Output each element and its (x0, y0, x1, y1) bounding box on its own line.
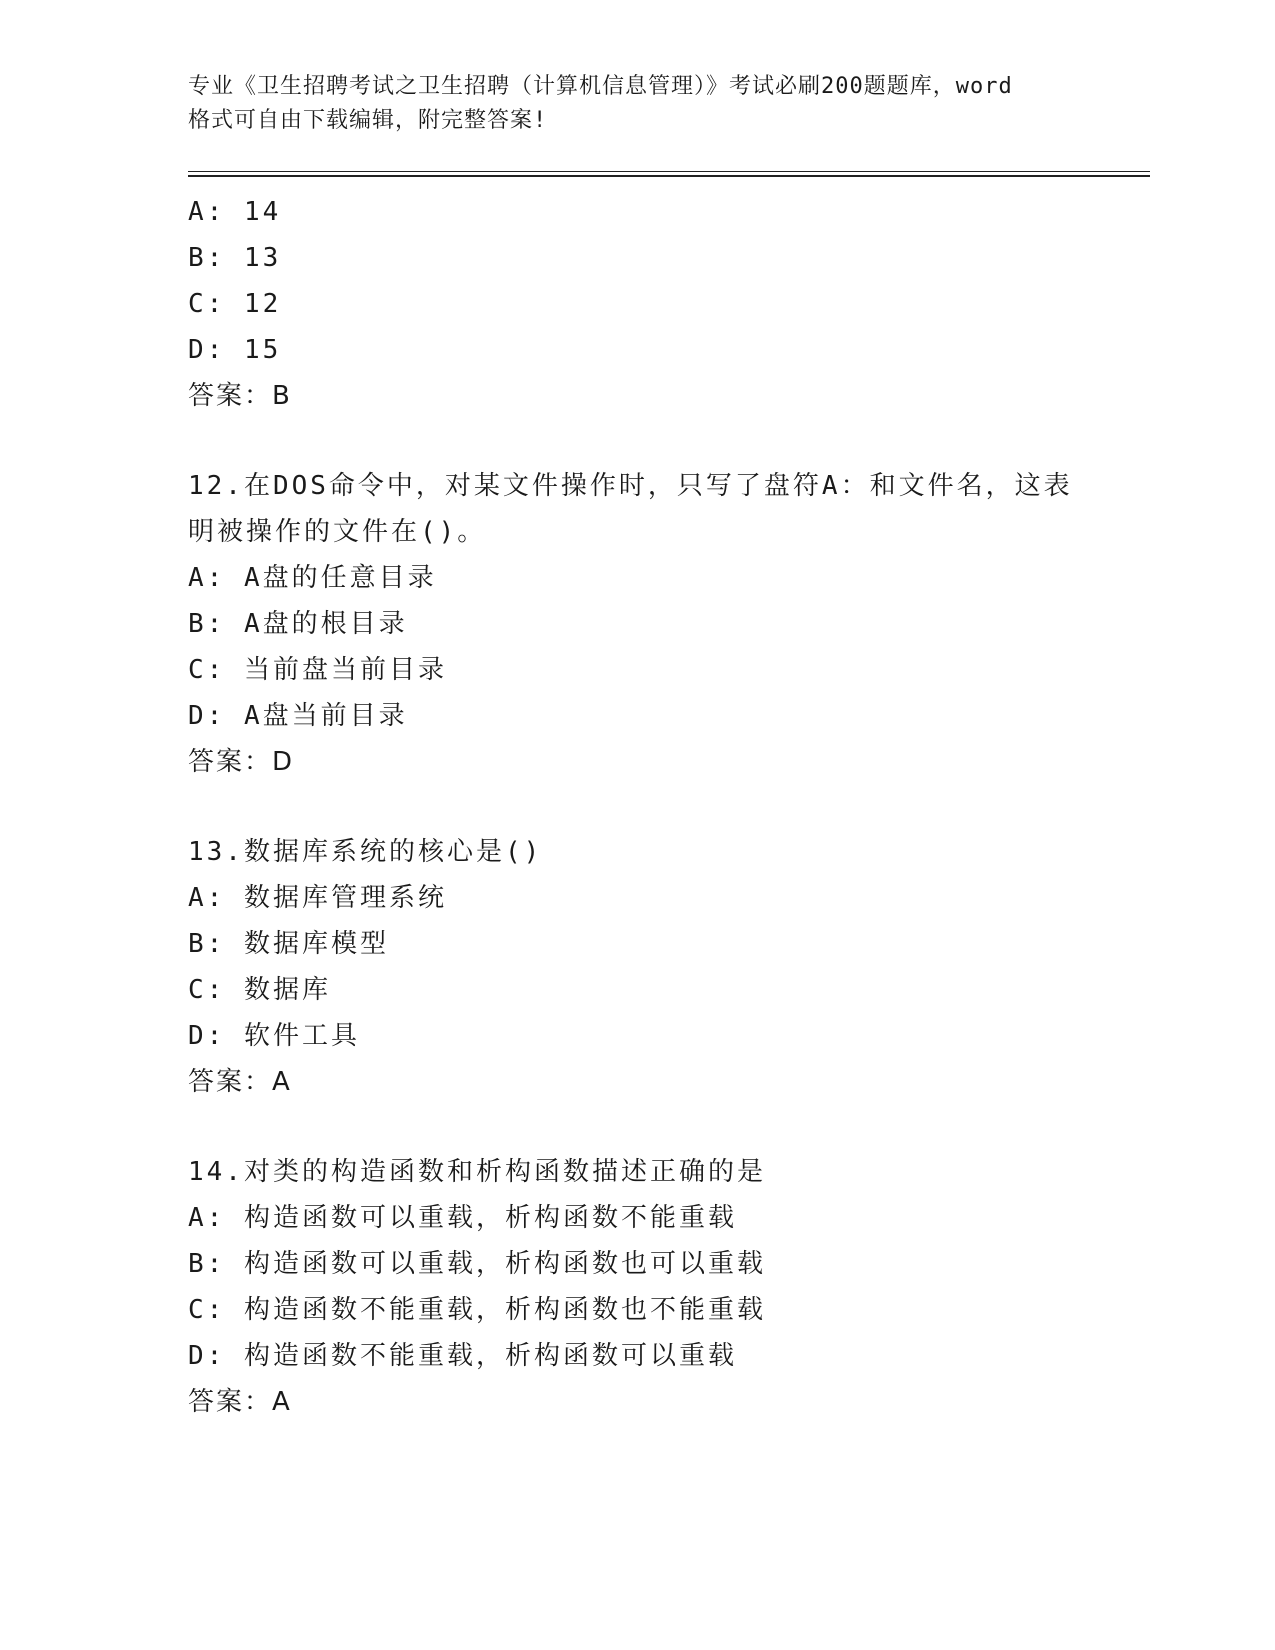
option-b: B: A盘的根目录 (188, 609, 408, 639)
question-13 (188, 829, 1150, 1105)
option-d: D: 15 (188, 335, 282, 365)
option-d: D: 软件工具 (188, 1021, 360, 1051)
header-line-1: 专业《卫生招聘考试之卫生招聘（计算机信息管理）》考试必刷200题题库，word (188, 74, 1013, 99)
option-b: B: 构造函数可以重载，析构函数也可以重载 (188, 1249, 766, 1279)
header-divider (188, 171, 1150, 177)
document-page (188, 70, 1150, 1425)
question-12 (188, 463, 1150, 785)
option-d: D: A盘当前目录 (188, 701, 408, 731)
option-d: D: 构造函数不能重载，析构函数可以重载 (188, 1341, 737, 1371)
answer-line: 答案：A (188, 1067, 292, 1097)
option-a: A: 14 (188, 197, 282, 227)
answer-line: 答案：B (188, 381, 292, 411)
question-stem: 明被操作的文件在()。 (188, 517, 487, 547)
option-b: B: 数据库模型 (188, 929, 389, 959)
option-c: C: 构造函数不能重载，析构函数也不能重载 (188, 1295, 766, 1325)
question-11-continuation (188, 189, 1150, 419)
question-14 (188, 1149, 1150, 1425)
header-line-2: 格式可自由下载编辑，附完整答案! (188, 108, 548, 133)
option-c: C: 12 (188, 289, 282, 319)
option-c: C: 数据库 (188, 975, 331, 1005)
option-a: A: A盘的任意目录 (188, 563, 437, 593)
answer-line: 答案：D (188, 747, 295, 777)
question-stem: 14.对类的构造函数和析构函数描述正确的是 (188, 1157, 766, 1187)
question-stem: 13.数据库系统的核心是() (188, 837, 543, 867)
answer-line: 答案：A (188, 1387, 292, 1417)
option-a: A: 构造函数可以重载，析构函数不能重载 (188, 1203, 737, 1233)
option-b: B: 13 (188, 243, 282, 273)
option-a: A: 数据库管理系统 (188, 883, 447, 913)
question-stem: 12.在DOS命令中，对某文件操作时，只写了盘符A：和文件名，这表 (188, 471, 1073, 501)
option-c: C: 当前盘当前目录 (188, 655, 447, 685)
